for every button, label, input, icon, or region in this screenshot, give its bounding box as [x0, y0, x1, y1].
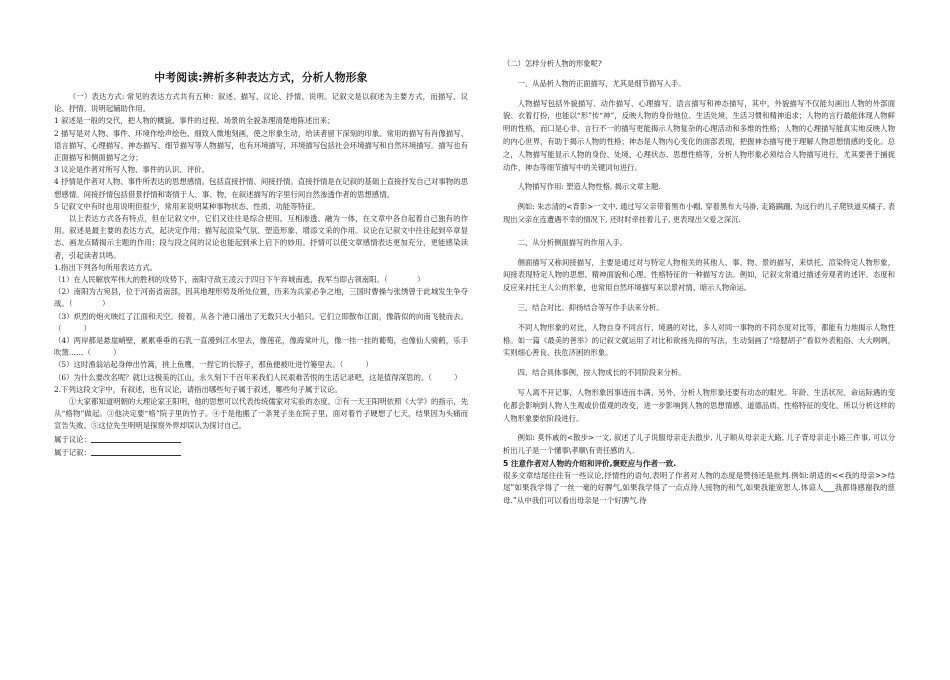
answer-narration-label: 属于记叙： [54, 447, 91, 457]
method-3-paragraph: 不同人物形象的对比，人物自身不同言行、境遇的对比，多人对同一事物的不同态度对比等，都能有力地揭示人物性格。如一篇《最美的善举》的记叙文就运用了对比和欲扬先抑的写法，生动刻画了“络腮胡子”看似外表粗俗、大大咧咧，实则细心善良、扶危济困的形象。 [503, 322, 895, 358]
page-title: 中考阅读:辨析多种表达方式，分析人物形象 [154, 71, 368, 84]
method-4-paragraph: 写人离不开记事，人物形象因事迹而丰满，另外，分析人物形象还要有动态的眼光。年龄、生活状况、命运际遇的变化都会影响到人物人生观或价值观的改变，进一步影响到人物的思想情感、道德品质、性格特征的变化，所以分析这样的人物形象要依阶段进行。 [503, 387, 895, 423]
exercise-1-item: （1）在人民解放军伟大的胜利的攻势下，南阳守敌王凌云于四日下午弃城南逃，我军当即占领南阳。（ ） [54, 275, 425, 285]
method-4-heading: 四、结合具体事例，按人物成长的不同阶段来分析。 [517, 368, 686, 378]
answer-argument-blank[interactable] [91, 433, 181, 443]
expression-intro: （一）表达方式: 常见的表达方式共有五种：叙述、描写、议论、抒情、说明。记叙文是以叙述为主要方式，而描写、议论、抒情、说明起辅助作用。 [54, 92, 468, 114]
section-2-heading: （二）怎样分析人物的形象呢? [503, 59, 602, 68]
method-1-paragraph: 人物描写包括外貌描写、动作描写、心理描写、语言描写和神态描写，其中，外貌描写不仅能勾画出人物的外部面貌、衣着打扮，也能以“形”传“神”，反映人物的身份地位、生活处境、生活习惯和精神追求；人物的言行最能体现人物鲜明的性格，而口是心非、言行不一的描写更能揭示人物复杂的心理活动和多维的性格；人物的心理描写能真实地反映人物的内心世界，有助于揭示人物的性格；神态是人物内心变化的面部表现，把握神态描写便于理解人物思想情感的变化。总之，人物描写能显示人物的身份、处境、心理状态、思想性格等，分析人物形象必须结合人物描写进行，尤其要善于捕捉动作、神态等细节描写中的关键词句进行。 [503, 98, 895, 172]
exercise-1-item: （2）南阳为古宛县，位于河南省南部，因其地理形势及所处位置，历来为兵家必争之地，三国时曹操与张绣曾于此城发生争夺战。（ ） [54, 287, 468, 309]
exercise-1-heading: 1.指出下列各句所用表达方式。 [54, 262, 158, 272]
right-column [503, 0, 895, 680]
method-5-heading: 5 注意作者对人物的介绍和评价,褒贬应与作者一致. [503, 458, 677, 468]
answer-narration-blank[interactable] [91, 446, 181, 456]
exercise-1-item: （4）两岸都是悬崖峭壁，累累垂垂的石乳一直漫到江水里去，像莲花，像海棠叶儿，像一挂一挂的葡萄，也像仙人骑鹤，乐手吹箫……（ ） [54, 336, 468, 358]
method-1-heading: 一、从品析人物的正面描写，尤其是细节描写入手。 [517, 78, 686, 88]
exercise-1-item: （6）为什么要改名呢？就让这极美的江山，永久刻下千百年来我们人民艰难苦恨的生活记录吧，这是值得深思的。（ ） [54, 372, 462, 382]
method-3-heading: 三、结合对比、抑扬结合等写作手法来分析。 [517, 302, 664, 312]
exercise-1-item: （5）这时渔翁站起身伸出竹篙，挑上鱼鹰，一捏它的长脖子，那鱼便被吐进竹篓里去。（ ） [54, 360, 373, 370]
exposition-item: 5 记叙文中有时也用说明但很少，常用来说明某种事物状态、性质、功能等特征。 [54, 201, 320, 211]
method-5-paragraph: 很多文章结尾往往有一些议论,抒情性的语句,表明了作者对人物的态度是赞扬还是批判.例如:胡适的<<我的母亲>>结尾“如果我学得了一丝一毫的好脾气,如果我学得了一点点待人接物的和气,如果我能宽恕人.体谅人___我都得感谢我的慈母.”从中我们可以看出母亲是一个好脾气.待 [503, 470, 895, 505]
answer-narration-row [54, 446, 468, 459]
method-2-paragraph: 侧面描写又称间接描写，主要是通过对与特定人物相关的其他人、事、物、景的描写，来烘托、渲染特定人物形象，间接表现特定人物的思想、精神面貌和心理、性格特征的一种描写方法。例如，记叙文常通过描述旁观者的述评、态度和反应来衬托主人公的形象，也常用自然环境描写来以景衬情、暗示人物命运。 [503, 257, 895, 293]
method-2-heading: 二、从分析侧面描写的作用入手。 [517, 237, 628, 247]
left-column [54, 0, 468, 680]
exercise-2-heading: 2.下列这段文字中，有叙述，也有议论，请指出哪些句子属于叙述，哪些句子属于议论。 [54, 384, 342, 394]
example-beiying: 例如: 朱志清的<背影>一文中, 通过写父亲带着黑布小帽, 穿着黑布大马褂, 走路蹒跚, 为远行的儿子爬铁道买橘子, 表现出父亲在连遭遇不幸的情况下, 还时时牵挂着儿子, 更表现出父爱之深沉. [503, 202, 895, 224]
description-item: 2 描写是对人物、事件、环境作绘声绘色、细致入微地刻画，使之形象生动，给读者留下深刻的印象。常用的描写有肖像描写、语言描写、心理描写、神态描写、细节描写等人物描写，也有环境描写，环境描写包括社会环境描写和自然环境描写。描写也有正面描写和侧面描写之分； [54, 128, 468, 163]
summary-paragraph: 以上表达方式各有特点，但在记叙文中，它们又往往是综合使用、互相渗透、融为一体，在文章中各自起着自己独有的作用。叙述是最主要的表达方式，起决定作用；描写起渲染气氛、塑造形象、增添文采的作用。议论在记叙文中往往起到卒章显志、画龙点睛揭示主题的作用；段与段之间的议论也能起到承上启下的妙用。抒情可以使文章感情表达更加充分，更能感染读者，引起读者共鸣。 [54, 214, 468, 260]
exercise-1-item: （3）炽烈的炮火映红了江面和天空。接着，从各个港口涌出了无数只大小船只。它们立即散布江面，像箭似的向南飞驶而去。（ ） [54, 311, 468, 333]
character-description-function: 人物描写作用: 塑造人物性格, 揭示文章主题. [517, 182, 661, 192]
answer-argument-row [54, 433, 468, 446]
argument-item: 3 议论是作者对所写人物、事件的认识、评价。 [54, 165, 209, 175]
answer-argument-label: 属于议论： [54, 434, 91, 444]
example-sanbu: 例如: 莫怀戚的<散步>一文, 叙述了儿子说服母亲走去散步, 儿子顺从母亲走大路, 儿子背母亲走小路三件事, 可以分析出儿子是一个懂事\孝顺\有责任感的人. [503, 433, 895, 456]
lyric-item: 4 抒情是作者对人物、事件所表达的思想感情。包括直接抒情、间接抒情。直接抒情是在记叙的基础上直接抒发自己对事物的思想感情。间接抒情包括借景抒情和寄情于人、事、物，在叙述描写的字里行间自然渗透作者的思想感情。 [54, 177, 468, 199]
narration-item: 1 叙述是一般的交代，把人物的概貌、事件的过程、场景的全貌条理清楚地陈述出来； [54, 116, 335, 126]
exercise-2-passage: ①大家都知道明朝的大理论家王阳明，他的思想可以代表传统儒家对实验的态度。②有一天王阳明依照《大学》的指示，先从“格物”做起。③他决定要“格”院子里的竹子。④于是他搬了一条凳子坐在院子里，面对着竹子硬想了七天，结果因为头痛而宣告失败。⑤这位先生明明是探察外界却误认为探讨自己。 [54, 397, 468, 431]
